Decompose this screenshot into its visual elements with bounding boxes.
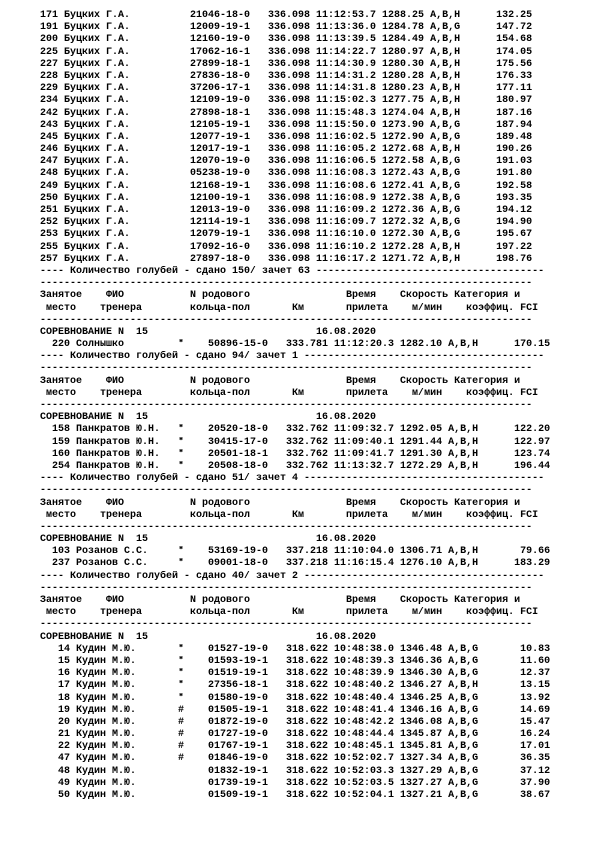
text-line: ---------------------------------------------------------------------------------- [40, 278, 533, 290]
text-line: ---------------------------------------------------------------------------------- [40, 619, 533, 631]
text-line: СОРЕВНОВАНИЕ N 15 16.08.2020 [40, 412, 377, 424]
text-line: 227 Буцких Г.А. 27899-18-1 336.098 11:14:30.9 1280.30 A,B,H 175.56 [40, 58, 533, 70]
text-line: 19 Кудин М.Ю. # 01505-19-1 318.622 10:48:41.4 1346.16 A,B,G 14.69 [40, 704, 551, 716]
text-line: 228 Буцких Г.А. 27836-18-0 336.098 11:14:31.2 1280.28 A,B,H 176.33 [40, 70, 533, 82]
text-line: ---- Количество голубей - сдано 51/ зачет 4 ---------------------------------------- [40, 473, 545, 485]
text-line: ---- Количество голубей - сдано 94/ зачет 1 ---------------------------------------- [40, 351, 545, 363]
text-line: ---- Количество голубей - сдано 150/ зачет 63 -------------------------------------- [40, 265, 545, 277]
text-line: 160 Панкратов Ю.Н. * 20501-18-1 332.762 11:09:41.7 1291.30 A,B,H 123.74 [40, 448, 551, 460]
text-line: 251 Буцких Г.А. 12013-19-0 336.098 11:16:09.2 1272.36 A,B,G 194.12 [40, 205, 533, 216]
text-line: 171 Буцких Г.А. 21046-18-0 336.098 11:12:53.7 1288.25 A,B,H 132.25 [40, 10, 533, 21]
results-printout [40, 10, 596, 802]
text-line: Занятое ФИО N родового Время Скорость Категория и [40, 595, 521, 606]
text-line: 14 Кудин М.Ю. * 01527-19-0 318.622 10:48:38.0 1346.48 A,B,G 10.83 [40, 643, 551, 655]
text-line: 250 Буцких Г.А. 12100-19-1 336.098 11:16:08.9 1272.38 A,B,G 193.35 [40, 192, 533, 204]
text-line: 237 Розанов С.С. * 09001-18-0 337.218 11:16:15.4 1276.10 A,B,H 183.29 [40, 558, 551, 570]
text-line: место тренера кольца-пол Км прилета м/мин коэффиц. FCI [40, 607, 539, 619]
text-line: 229 Буцких Г.А. 37206-17-1 336.098 11:14:31.8 1280.23 A,B,H 177.11 [40, 83, 533, 95]
text-line: 17 Кудин М.Ю. * 27356-18-1 318.622 10:48:40.2 1346.27 A,B,H 13.15 [40, 680, 551, 692]
text-line: 242 Буцких Г.А. 27898-18-1 336.098 11:15:48.3 1274.04 A,B,H 187.16 [40, 107, 533, 119]
text-line: 159 Панкратов Ю.Н. * 30415-17-0 332.762 11:09:40.1 1291.44 A,B,H 122.97 [40, 436, 551, 448]
text-line: место тренера кольца-пол Км прилета м/мин коэффиц. FCI [40, 302, 539, 314]
text-line: ---------------------------------------------------------------------------------- [40, 582, 533, 594]
text-line: ---------------------------------------------------------------------------------- [40, 363, 533, 375]
text-line: Занятое ФИО N родового Время Скорость Категория и [40, 290, 521, 302]
text-line: 158 Панкратов Ю.Н. * 20520-18-0 332.762 11:09:32.7 1292.05 A,B,H 122.20 [40, 424, 551, 436]
text-line: СОРЕВНОВАНИЕ N 15 16.08.2020 [40, 631, 377, 643]
text-line: место тренера кольца-пол Км прилета м/мин коэффиц. FCI [40, 509, 539, 521]
text-line: 15 Кудин М.Ю. * 01593-19-1 318.622 10:48:39.3 1346.36 A,B,G 11.60 [40, 655, 551, 667]
text-line: 252 Буцких Г.А. 12114-19-1 336.098 11:16:09.7 1272.32 A,B,G 194.90 [40, 217, 533, 229]
text-line: 257 Буцких Г.А. 27897-18-0 336.098 11:16:17.2 1271.72 A,B,H 198.76 [40, 253, 533, 265]
text-line: 254 Панкратов Ю.Н. * 20508-18-0 332.762 11:13:32.7 1272.29 A,B,H 196.44 [40, 460, 551, 472]
text-line: 248 Буцких Г.А. 05238-19-0 336.098 11:16:08.3 1272.43 A,B,G 191.80 [40, 168, 533, 180]
text-line: ---------------------------------------------------------------------------------- [40, 400, 533, 411]
text-line: Занятое ФИО N родового Время Скорость Категория и [40, 375, 521, 387]
text-line: 191 Буцких Г.А. 12009-19-1 336.098 11:13:36.0 1284.78 A,B,G 147.72 [40, 22, 533, 34]
text-line: 47 Кудин М.Ю. # 01846-19-0 318.622 10:52:02.7 1327.34 A,B,G 36.35 [40, 753, 551, 765]
text-line: 103 Розанов С.С. * 53169-19-0 337.218 11:10:04.0 1306.71 A,B,H 79.66 [40, 546, 551, 558]
text-line: 200 Буцких Г.А. 12160-19-0 336.098 11:13:39.5 1284.49 A,B,H 154.68 [40, 34, 533, 46]
text-line: 253 Буцких Г.А. 12079-19-1 336.098 11:16:10.0 1272.30 A,B,G 195.67 [40, 229, 533, 241]
text-line: 18 Кудин М.Ю. * 01580-19-0 318.622 10:48:40.4 1346.25 A,B,G 13.92 [40, 692, 551, 704]
text-line: 249 Буцких Г.А. 12168-19-1 336.098 11:16:08.6 1272.41 A,B,G 192.58 [40, 180, 533, 192]
text-line: СОРЕВНОВАНИЕ N 15 16.08.2020 [40, 534, 377, 546]
text-line: 247 Буцких Г.А. 12070-19-0 336.098 11:16:06.5 1272.58 A,B,G 191.03 [40, 156, 533, 168]
text-line: 255 Буцких Г.А. 17092-16-0 336.098 11:16:10.2 1272.28 A,B,H 197.22 [40, 241, 533, 253]
text-line: 243 Буцких Г.А. 12105-19-1 336.098 11:15:50.0 1273.90 A,B,G 187.94 [40, 119, 533, 131]
text-line: 21 Кудин М.Ю. # 01727-19-0 318.622 10:48:44.4 1345.87 A,B,G 16.24 [40, 729, 551, 741]
text-line: СОРЕВНОВАНИЕ N 15 16.08.2020 [40, 326, 377, 338]
text-line: 16 Кудин М.Ю. * 01519-19-1 318.622 10:48:39.9 1346.30 A,B,G 12.37 [40, 668, 551, 680]
text-line: 225 Буцких Г.А. 17062-16-1 336.098 11:14:22.7 1280.97 A,B,H 174.05 [40, 46, 533, 58]
text-line: 245 Буцких Г.А. 12077-19-1 336.098 11:16:02.5 1272.90 A,B,G 189.48 [40, 131, 533, 143]
text-line: 48 Кудин М.Ю. 01832-19-1 318.622 10:52:03.3 1327.29 A,B,G 37.12 [40, 765, 551, 777]
text-line: 50 Кудин М.Ю. 01509-19-1 318.622 10:52:04.1 1327.21 A,B,G 38.67 [40, 790, 551, 801]
text-line: ---------------------------------------------------------------------------------- [40, 521, 533, 533]
text-line: 246 Буцких Г.А. 12017-19-1 336.098 11:16:05.2 1272.68 A,B,H 190.26 [40, 144, 533, 156]
text-line: Занятое ФИО N родового Время Скорость Категория и [40, 497, 521, 509]
text-line: место тренера кольца-пол Км прилета м/мин коэффиц. FCI [40, 387, 539, 399]
text-line: 234 Буцких Г.А. 12109-19-0 336.098 11:15:02.3 1277.75 A,B,H 180.97 [40, 95, 533, 107]
text-line: 20 Кудин М.Ю. # 01872-19-0 318.622 10:48:42.2 1346.08 A,B,G 15.47 [40, 716, 551, 728]
text-line: 49 Кудин М.Ю. 01739-19-1 318.622 10:52:03.5 1327.27 A,B,G 37.90 [40, 777, 551, 789]
text-line: 220 Солнышко * 50896-15-0 333.781 11:12:20.3 1282.10 A,B,H 170.15 [40, 339, 551, 351]
text-line: ---------------------------------------------------------------------------------- [40, 485, 533, 497]
text-line: 22 Кудин М.Ю. # 01767-19-1 318.622 10:48:45.1 1345.81 A,B,G 17.01 [40, 741, 551, 753]
text-line: ---------------------------------------------------------------------------------- [40, 314, 533, 326]
text-line: ---- Количество голубей - сдано 40/ зачет 2 ---------------------------------------- [40, 570, 545, 582]
